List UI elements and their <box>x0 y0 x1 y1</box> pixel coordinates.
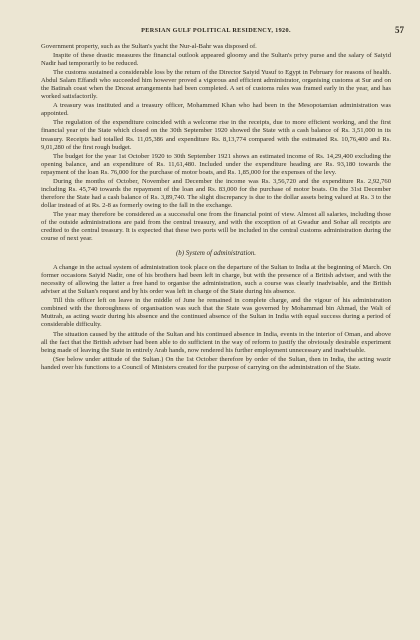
paragraph: Government property, such as the Sultan's yacht the Nur-al-Bahr was disposed of. <box>41 43 257 50</box>
paragraph: Till this officer left on leave in the middle of June he remained in complete charge, and the vigour of his administration combined with the thoroughness of organisation was such that the State was governed by Mohammad bin Ahmad, the Wali of Muttrah, as acting wazir during his absence and the continued absence of the Sultan in India with equal success during a period of considerable difficulty. <box>41 297 391 329</box>
paragraph: A treasury was instituted and a treasury officer, Mohammed Khan who had been in the Mesopotamian administration was appointed. <box>41 102 391 118</box>
paragraph: The budget for the year 1st October 1920 to 30th September 1921 shows an estimated income of Rs. 14,29,400 excluding the opening balance, and an expenditure of Rs. 11,61,480. Included under the expenditure heading are Rs. 93,180 towards the repayment of the loan Rs. 76,000 for the purchase of motor boats, and Rs. 1,85,000 for the expenses of the levy. <box>41 152 391 176</box>
document-body <box>41 43 391 373</box>
paragraph: During the months of October, November and December the income was Rs. 3,56,720 and the expenditure Rs. 2,92,760 including Rs. 45,740 towards the repayment of the loan and Rs. 83,000 for the purchase of motor boats. On the 31st December therefore the State had a cash balance of Rs. 3,89,740. The slight discrepancy is due to the dollar assets being valued at Rs. 3 to the dollar instead of at Rs. 2-8 as formerly owing to the fall in the exchange. <box>41 177 391 209</box>
page-number: 57 <box>395 25 404 35</box>
paragraph: A change in the actual system of administration took place on the departure of the Sultan to India at the beginning of March. On former occasions Saiyid Nadir, one of his brothers had been left in charge, but with the presence of a British adviser, and with the necessity of allowing the latter a free hand to organise the administration, such a course was clearly inadvisable, and the British adviser at the Sultan's request and by his order was left in charge of the State during his absence. <box>41 264 391 296</box>
paragraph: The regulation of the expenditure coincided with a welcome rise in the receipts, due to more efficient working, and the first financial year of the State which closed on the 30th September 1920 showed the State with a cash balance of Rs. 3,51,000 in its treasury. Receipts had totalled Rs. 11,05,386 and expenditure Rs. 8,13,774 compared with the estimated Rs. 10,76,400 and Rs. 9,01,280 of the first rough budget. <box>41 119 391 151</box>
paragraph: The situation caused by the attitude of the Sultan and his continued absence in India, events in the interior of Oman, and above all the fact that the British adviser had been able to do sufficient in the way of reform to justify the obviously desirable experiment being made of leaving the State in entirely Arab hands, now rendered his further employment unnecessary and inadvisable. <box>41 330 391 354</box>
paragraph: Inspite of these drastic measures the financial outlook appeared gloomy and the Sultan's privy purse and the salary of Saiyid Nadir had temporarily to be reduced. <box>41 52 391 68</box>
paragraph: (See below under attitude of the Sultan.) On the 1st October therefore by order of the Sultan, then in India, the acting wazir handed over his functions to a Council of Ministers created for the purpose of carrying on the administration of the State. <box>41 355 391 371</box>
section-heading: (b) System of administration. <box>175 250 256 258</box>
running-header <box>40 25 404 37</box>
paragraph: The year may therefore be considered as a successful one from the financial point of view. Almost all salaries, including those of the outside administrations are paid from the central treasury, and with the exception of at Gwadur and Sohar all receipts are credited to the central treasury. It is expected that these two ports will be included in the central customs administration during the course of next year. <box>41 210 391 243</box>
paragraph: The customs sustained a considerable loss by the return of the Director Saiyid Yusuf to Egypt in February for reasons of health. Abdul Salam Effandi who succeeded him however proved a vigorous and efficient administrator, organising customs at Sur and on the Batinah coast when the Dnceat arrangements had been completed. A set of customs rules was framed early in the year, and has worked satisfactorily. <box>41 69 391 101</box>
header-title: PERSIAN GULF POLITICAL RESIDENCY, 1920. <box>141 27 291 34</box>
